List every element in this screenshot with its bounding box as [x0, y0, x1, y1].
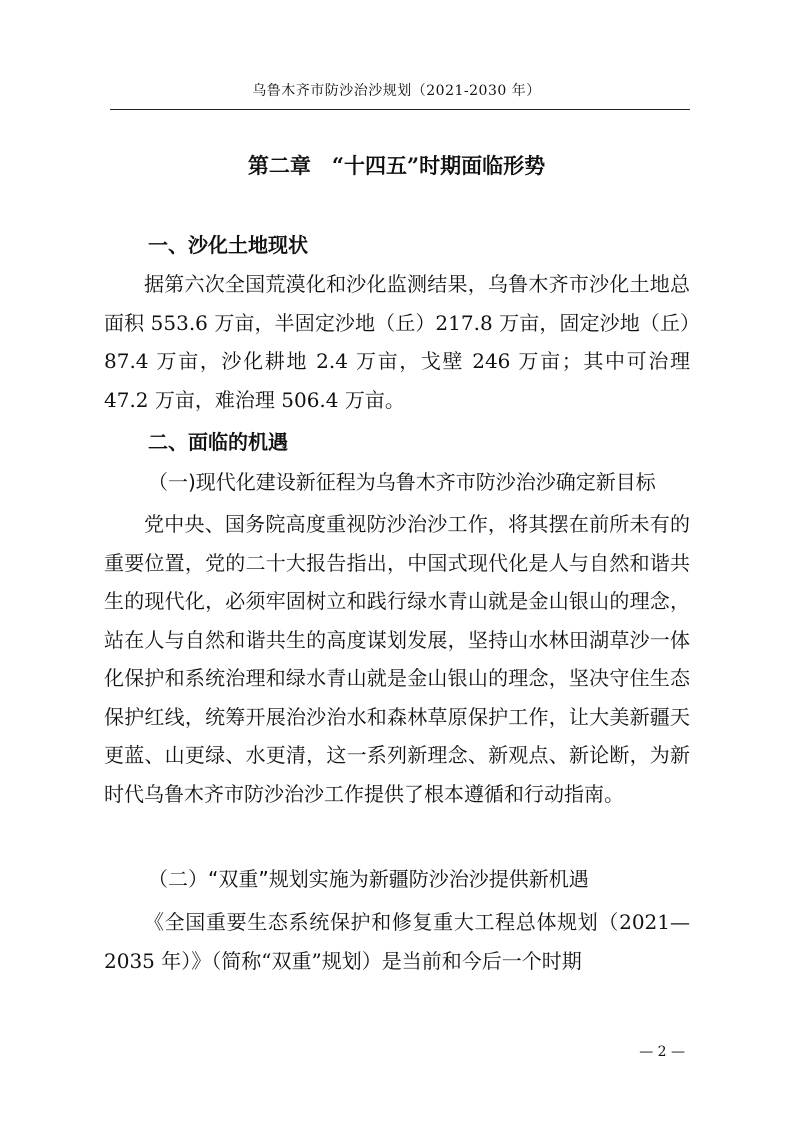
paragraph-dual-plan: 《全国重要生态系统保护和修复重大工程总体规划（2021—2035 年）》（简称“双重”规划）是当前和今后一个时期	[104, 910, 690, 973]
section-heading-sandy-land-status: 一、沙化土地现状	[148, 233, 308, 257]
header-title: 乌鲁木齐市防沙治沙规划（2021-2030 年）	[252, 83, 541, 99]
paragraph-sandy-land-status: 据第六次全国荒漠化和沙化监测结果，乌鲁木齐市沙化土地总面积 553.6 万亩，半固定沙地（丘）217.8 万亩，固定沙地（丘）87.4 万亩，沙化耕地 2.4 万亩，戈壁 246 万亩；其中可治理 47.2 万亩，难治理 506.4 万亩。	[104, 272, 690, 412]
subsection-heading-dual-plan: （二）“双重”规划实施为新疆防沙治沙提供新机遇	[148, 867, 589, 891]
paragraph-modernization: 党中央、国务院高度重视防沙治沙工作，将其摆在前所未有的重要位置，党的二十大报告指出，中国式现代化是人与自然和谐共生的现代化，必须牢固树立和践行绿水青山就是金山银山的理念，站在人与自然和谐共生的高度谋划发展，坚持山水林田湖草沙一体化保护和系统治理和绿水青山就是金山银山的理念，坚决守住生态保护红线，统筹开展治沙治水和森林草原保护工作，让大美新疆天更蓝、山更绿、水更清，这一系列新理念、新观点、新论断，为新时代乌鲁木齐市防沙治沙工作提供了根本遵循和行动指南。	[104, 512, 690, 806]
section-heading-opportunities: 二、面临的机遇	[148, 430, 288, 454]
subsection-heading-modernization: （一)现代化建设新征程为乌鲁木齐市防沙治沙确定新目标	[148, 470, 656, 494]
page-number: — 2 —	[639, 1044, 685, 1060]
chapter-title: 第二章 “十四五”时期面临形势	[247, 153, 546, 178]
header-divider	[110, 109, 690, 110]
